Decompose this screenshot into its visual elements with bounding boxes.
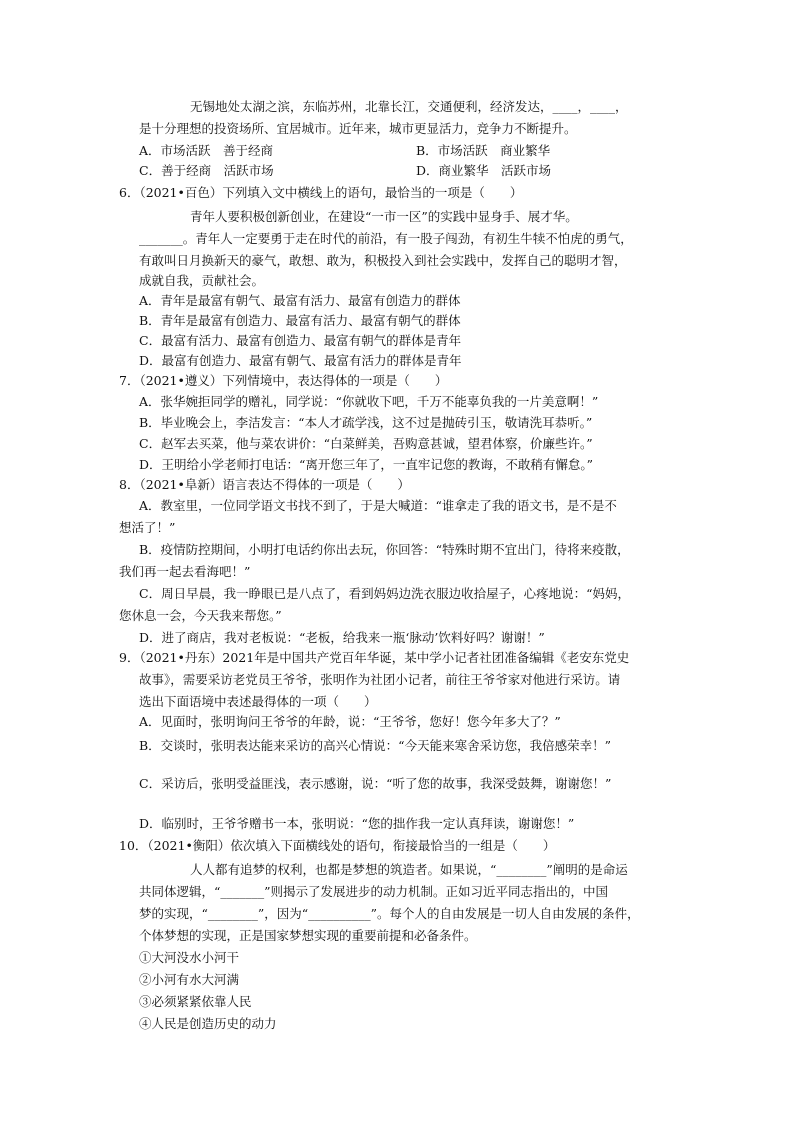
q8-option-a-line-1: A．教室里，一位同学语文书找不到了，于是大喊道：“谁拿走了我的语文书，是不是不 — [139, 498, 617, 513]
q9-stem-line-3: 选出下面语境中表述最得体的一项（ ） — [139, 694, 377, 709]
q10-item-1: ①大河没水小河干 — [139, 950, 240, 965]
q8-option-d: D．进了商店，我对老板说：“老板，给我来一瓶‘脉动’饮料好吗？谢谢！” — [139, 630, 545, 645]
q7-option-d: D．王明给小学老师打电话：“离开您三年了，一直牢记您的教诲，不敢稍有懈怠。” — [139, 457, 594, 472]
q10-item-2: ②小河有水大河满 — [139, 972, 240, 987]
q6-option-d: D．最富有创造力、最富有朝气、最富有活力的群体是青年 — [139, 353, 462, 368]
q8-option-a-line-2: 想活了！” — [119, 520, 176, 535]
q6-stem: 6．（2021•百色）下列填入文中横线上的语句，最恰当的一项是（ ） — [119, 185, 523, 200]
q6-passage-line-3: 有敢叫日月换新天的豪气，敢想、敢为，积极投入到社会实践中，发挥自己的聪明才智， — [139, 253, 627, 268]
q10-item-3: ③必须紧紧依靠人民 — [139, 994, 252, 1009]
q9-option-a: A．见面时，张明询问王爷爷的年龄，说：“王爷爷，您好！您今年多大了？” — [139, 714, 561, 729]
q5-passage-line-2: 是十分理想的投资场所、宜居城市。近年来，城市更显活力，竞争力不断提升。 — [139, 121, 577, 136]
q5-option-c: C．善于经商 活跃市场 — [139, 163, 274, 178]
q5-option-a: A．市场活跃 善于经商 — [139, 143, 274, 158]
q6-option-b: B．青年是最富有创造力、最富有活力、最富有朝气的群体 — [139, 313, 461, 328]
q9-option-d: D．临别时，王爷爷赠书一本，张明说：“您的拙作我一定认真拜读，谢谢您！” — [139, 816, 575, 831]
q6-option-a: A．青年是最富有朝气、最富有活力、最富有创造力的群体 — [139, 293, 461, 308]
q8-option-c-line-2: 您休息一会，今天我来帮您。” — [119, 608, 282, 623]
q9-option-c: C．采访后，张明受益匪浅，表示感谢，说：“听了您的故事，我深受鼓舞，谢谢您！” — [139, 776, 612, 791]
q10-item-4: ④人民是创造历史的动力 — [139, 1016, 277, 1031]
q6-passage-line-2: _______。青年人一定要勇于走在时代的前沿，有一股子闯劲，有初生牛犊不怕虎的勇气， — [139, 231, 633, 246]
q6-passage-line-1: 青年人要积极创新创业，在建设“一市一区”的实践中显身手、展才华。 — [190, 209, 578, 224]
q8-stem: 8．（2021•阜新）语言表达不得体的一项是（ ） — [119, 477, 410, 492]
q7-option-b: B．毕业晚会上，李洁发言：“本人才疏学浅，这不过是抛砖引玉，敬请洗耳恭听。” — [139, 415, 593, 430]
q5-option-d: D．商业繁华 活跃市场 — [416, 163, 552, 178]
q8-option-c-line-1: C．周日早晨，我一睁眼已是八点了，看到妈妈边洗衣服边收拾屋子，心疼地说：“妈妈， — [139, 586, 630, 601]
q6-passage-line-4: 成就自我，贡献社会。 — [139, 273, 265, 288]
q8-option-b-line-2: 我们再一起去看海吧！” — [119, 564, 251, 579]
q10-passage-line-2: 共同体逻辑，“_______”则揭示了发展进步的动力机制。正如习近平同志指出的，中国 — [139, 884, 609, 899]
q7-option-a: A．张华婉拒同学的赠礼，同学说：“你就收下吧，千万不能辜负我的一片美意啊！” — [139, 394, 599, 409]
q8-option-b-line-1: B．疫情防控期间，小明打电话约你出去玩，你回答：“特殊时期不宜出门，待将来疫散， — [139, 542, 630, 557]
q9-option-b: B．交谈时，张明表达能来采访的高兴心情说：“今天能来寒舍采访您，我倍感荣幸！” — [139, 738, 611, 753]
q9-stem-line-2: 故事》，需要采访老党员王爷爷，张明作为社团小记者，前往王爷爷家对他进行采访。请 — [139, 672, 621, 687]
q9-stem-line-1: 9．（2021•丹东）2021年是中国共产党百年华诞，某中学小记者社团准备编辑《老安东党史 — [119, 650, 630, 665]
q5-passage-line-1: 无锡地处太湖之滨，东临苏州，北靠长江，交通便利，经济发达，____，____， — [190, 99, 628, 114]
q10-passage-line-3: 梦的实现，“________”，因为“__________”。每个人的自由发展是一切人自由发展的条件， — [139, 906, 640, 921]
q5-option-b: B．市场活跃 商业繁华 — [416, 143, 551, 158]
q7-stem: 7．（2021•遵义）下列情境中，表达得体的一项是（ ） — [119, 373, 448, 388]
q7-option-c: C．赵军去买菜，他与菜农讲价：“白菜鲜美，吾购意甚诚，望君体察，价廉些许。” — [139, 436, 593, 451]
q6-option-c: C．最富有活力、最富有创造力、最富有朝气的群体是青年 — [139, 333, 462, 348]
q10-passage-line-4: 个体梦想的实现，正是国家梦想实现的重要前提和必备条件。 — [139, 928, 477, 943]
q10-passage-line-1: 人人都有追梦的权利，也都是梦想的筑造者。如果说，“________”阐明的是命运 — [190, 862, 628, 877]
q10-stem: 10．（2021•衡阳）依次填入下面横线处的语句，衔接最恰当的一组是（ ） — [119, 838, 556, 853]
